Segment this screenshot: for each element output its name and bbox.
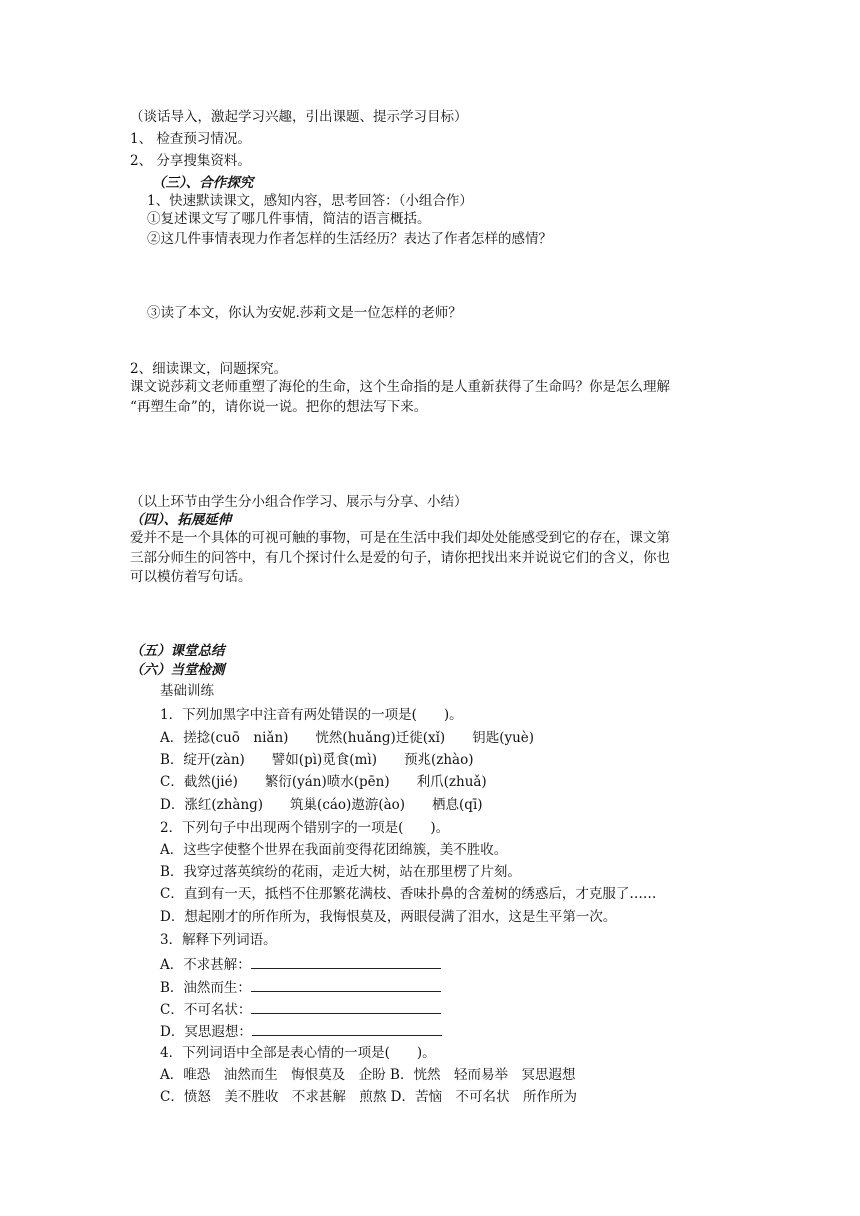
test-4-question: 4．下列词语中全部是表心情的一项是( )。 [160,1045,436,1061]
step-share-materials: 2、 分享搜集资料。 [130,153,251,169]
section-5-title: （五）课堂总结 [130,643,225,659]
section-3-title: （三）、合作探究 [152,175,254,191]
test-2-question: 2．下列句子中出现两个错别字的一项是( )。 [160,820,450,836]
test-3-item-c-label: C．不可名状： [160,1002,252,1018]
test-2-option-c: C．直到有一天，抵档不住那繁花满枝、香味扑鼻的含羞树的绣惑后，才克服了…… [160,886,657,902]
group-note: （以上环节由学生分小组合作学习、展示与分享、小结） [130,494,468,510]
test-3-item-a [160,954,441,974]
question-2-text-line1: 课文说莎莉文老师重塑了海伦的生命，这个生命指的是人重新获得了生命吗？你是怎么理解 [130,379,670,395]
answer-blank-b[interactable] [251,977,441,992]
question-1a: ①复述课文写了哪几件事情，简洁的语言概括。 [147,211,431,227]
section-4-text-line1: 爱并不是一个具体的可视可触的事物，可是在生活中我们却处处能感受到它的存在，课文第 [130,530,670,546]
test-3-item-b [160,977,441,997]
basic-training-label: 基础训练 [160,683,214,699]
test-1-option-b: B．绽开(zàn) 譬如(pì)觅食(mì) 预兆(zhào) [160,752,474,768]
answer-blank-a[interactable] [251,954,441,969]
answer-blank-d[interactable] [252,1021,442,1036]
question-1b: ②这几件事情表现力作者怎样的生活经历？表达了作者怎样的感情？ [147,231,552,247]
section-4-text-line2: 三部分师生的问答中，有几个探讨什么是爱的句子，请你把找出来并说说它们的含义，你也 [130,550,670,566]
answer-blank-c[interactable] [251,999,441,1014]
test-3-item-c [160,999,441,1019]
test-1-option-d: D．涨红(zhànɡ) 筑巢(cáo)遨游(ào) 栖息(qī) [160,797,483,813]
test-2-option-b: B．我穿过落英缤纷的花雨，走近大树，站在那里楞了片刻。 [160,864,521,880]
test-1-question: 1．下列加黑字中注音有两处错误的一项是( )。 [160,707,463,723]
question-1c: ③读了本文，你认为安妮.莎莉文是一位怎样的老师？ [147,305,462,321]
question-1: 1、快速默读课文，感知内容，思考回答：（小组合作） [147,193,473,209]
test-3-item-d-label: D．冥思遐想： [160,1024,252,1040]
test-3-question: 3．解释下列词语。 [160,932,277,948]
section-4-text-line3: 可以模仿着写句话。 [130,569,252,585]
step-check-preview: 1、 检查预习情况。 [130,131,251,147]
test-2-option-a: A．这些字使整个世界在我面前变得花团绵簇，美不胜收。 [160,842,508,858]
section-6-title: （六）当堂检测 [130,662,225,678]
test-3-item-a-label: A．不求甚解： [160,957,251,973]
test-1-option-a: A．搓捻(cuō niǎn) 恍然(huǎnɡ)迁徙(xǐ) 钥匙(yuè) [160,730,535,746]
test-4-options-ab: A．唯恐 油然而生 悔恨莫及 企盼 B．恍然 轻而易举 冥思遐想 [160,1067,576,1083]
test-2-option-d: D．想起刚才的所作所为，我悔恨莫及，两眼侵满了泪水，这是生平第一次。 [160,909,617,925]
question-2: 2、细读课文，问题探究。 [130,361,288,377]
test-3-item-d [160,1021,442,1041]
test-3-item-b-label: B．油然而生： [160,980,251,996]
intro-note: （谈话导入，激起学习兴趣，引出课题、提示学习目标） [130,109,468,125]
test-4-options-cd: C．愤怒 美不胜收 不求甚解 煎熬 D．苦恼 不可名状 所作所为 [160,1089,577,1105]
question-2-text-line2: “再塑生命”的，请你说一说。把你的想法写下来。 [130,399,428,415]
section-4-title: （四）、拓展延伸 [130,512,232,528]
test-1-option-c: C．截然(jié) 繁衍(yán)喷水(pēn) 利爪(zhuǎ) [160,774,487,790]
